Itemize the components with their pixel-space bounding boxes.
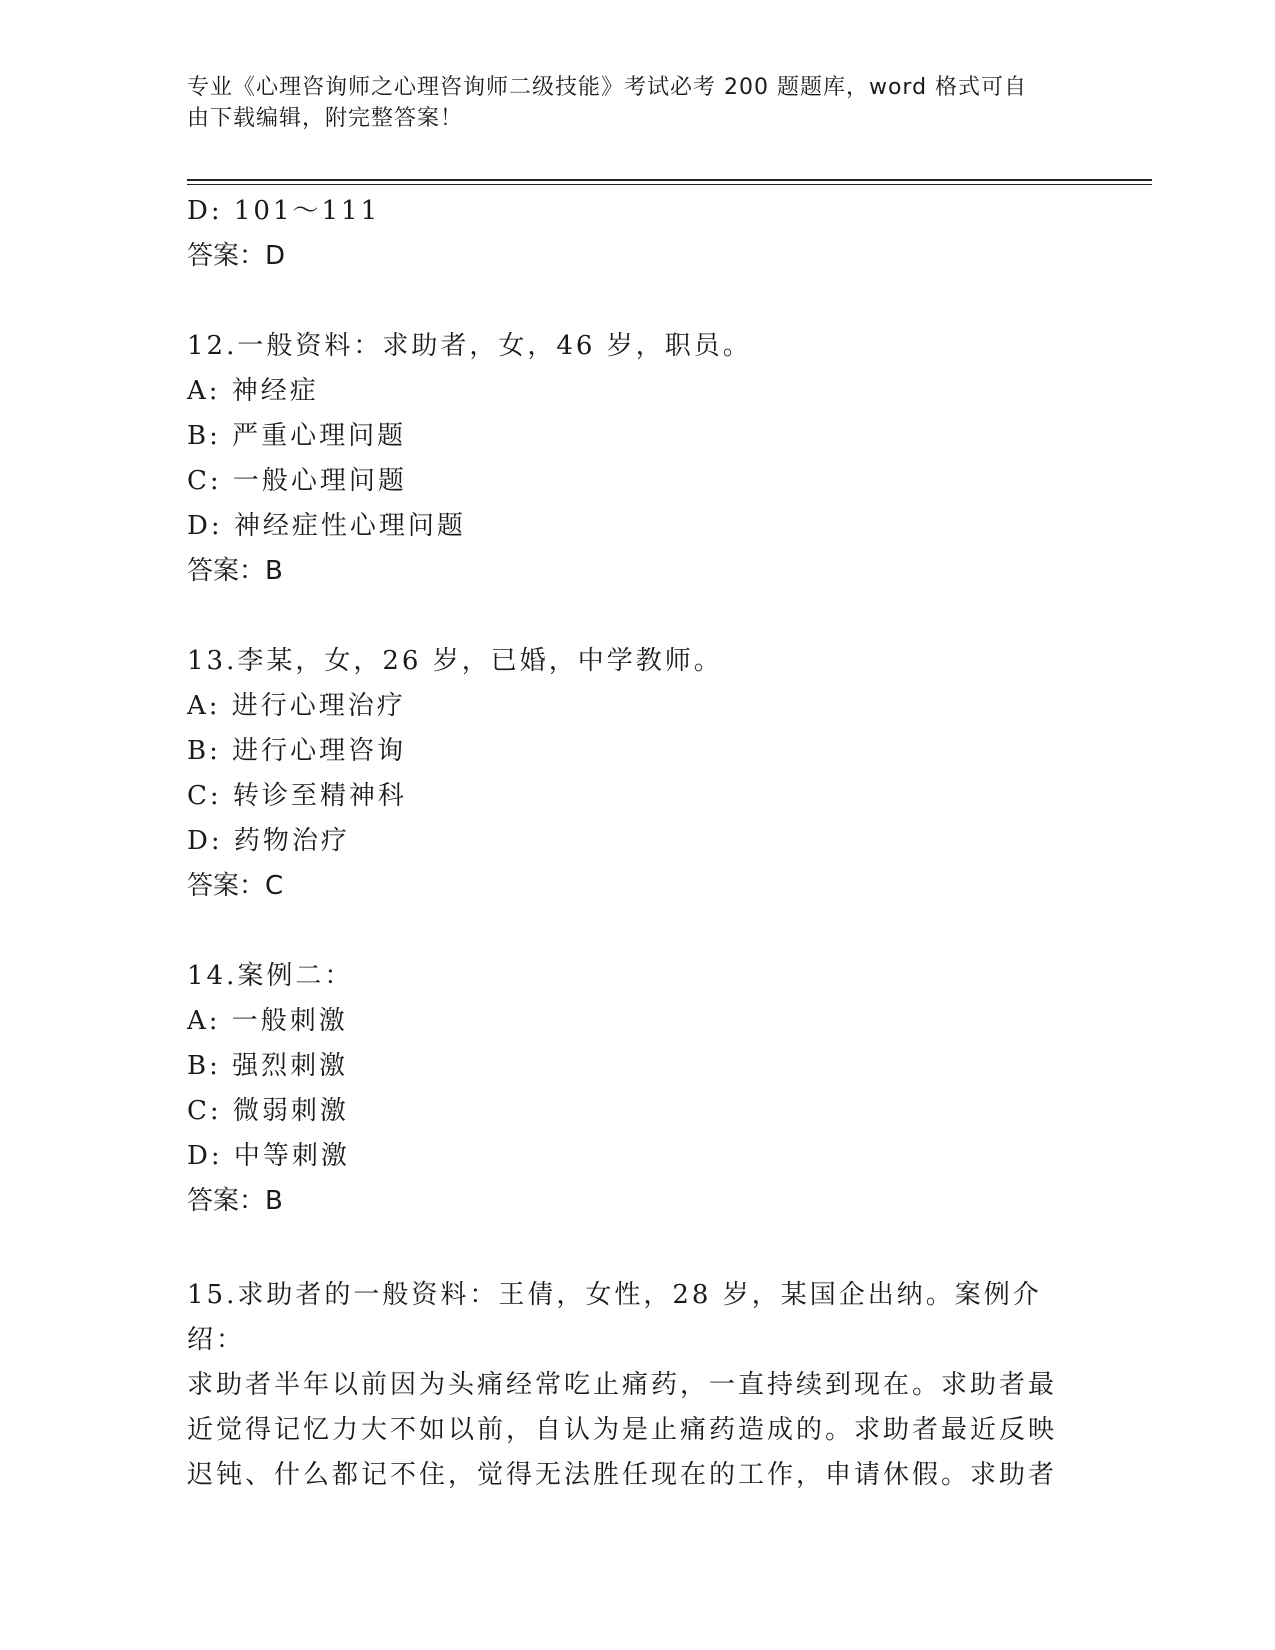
option-d: D: 中等刺激 [187, 1141, 350, 1171]
question-text-line: 15.求助者的一般资料：王倩，女性，28 岁，某国企出纳。案例介绍： [187, 1280, 1042, 1355]
header-divider-thin [187, 184, 1152, 185]
option-c: C: 微弱刺激 [187, 1096, 349, 1126]
answer: 答案：B [187, 1186, 283, 1216]
question-text-line: 迟钝、什么都记不住，觉得无法胜任现在的工作，申请休假。求助者 [187, 1460, 1058, 1490]
option-d: D: 神经症性心理问题 [187, 511, 466, 541]
option-a: A: 进行心理治疗 [187, 691, 406, 721]
question-text-line: 求助者半年以前因为头痛经常吃止痛药，一直持续到现在。求助者最 [187, 1370, 1058, 1400]
option-d: D: 药物治疗 [187, 826, 350, 856]
spacer [187, 283, 1067, 328]
question-text-line: 近觉得记忆力大不如以前，自认为是止痛药造成的。求助者最近反映 [187, 1415, 1058, 1445]
option-a: A: 神经症 [187, 376, 319, 406]
option-b: B: 严重心理问题 [187, 421, 407, 451]
answer: 答案：C [187, 871, 284, 901]
option-c: C: 转诊至精神科 [187, 781, 407, 811]
question-14 [187, 958, 1067, 1228]
option-b: B: 强烈刺激 [187, 1051, 349, 1081]
spacer [187, 598, 1067, 643]
spacer [187, 1228, 1067, 1273]
question-stem: 14.案例二： [187, 961, 354, 991]
question-stem: 12.一般资料：求助者，女，46 岁，职员。 [187, 331, 752, 361]
question-12 [187, 328, 1067, 598]
document-header [187, 72, 1067, 134]
option-b: B: 进行心理咨询 [187, 736, 407, 766]
option-a: A: 一般刺激 [187, 1006, 348, 1036]
prev-answer: 答案：D [187, 241, 286, 271]
header-divider-thick [187, 179, 1152, 181]
document-body [187, 193, 1067, 1498]
question-15 [187, 1273, 1067, 1498]
answer: 答案：B [187, 556, 283, 586]
prev-option-d: D: 101～111 [187, 196, 381, 226]
header-line-2: 由下载编辑，附完整答案！ [187, 106, 464, 131]
option-c: C: 一般心理问题 [187, 466, 407, 496]
spacer [187, 913, 1067, 958]
question-13 [187, 643, 1067, 913]
question-stem: 13.李某，女，26 岁，已婚，中学教师。 [187, 646, 723, 676]
header-line-1: 专业《心理咨询师之心理咨询师二级技能》考试必考 200 题题库，word 格式可自 [187, 75, 1028, 100]
